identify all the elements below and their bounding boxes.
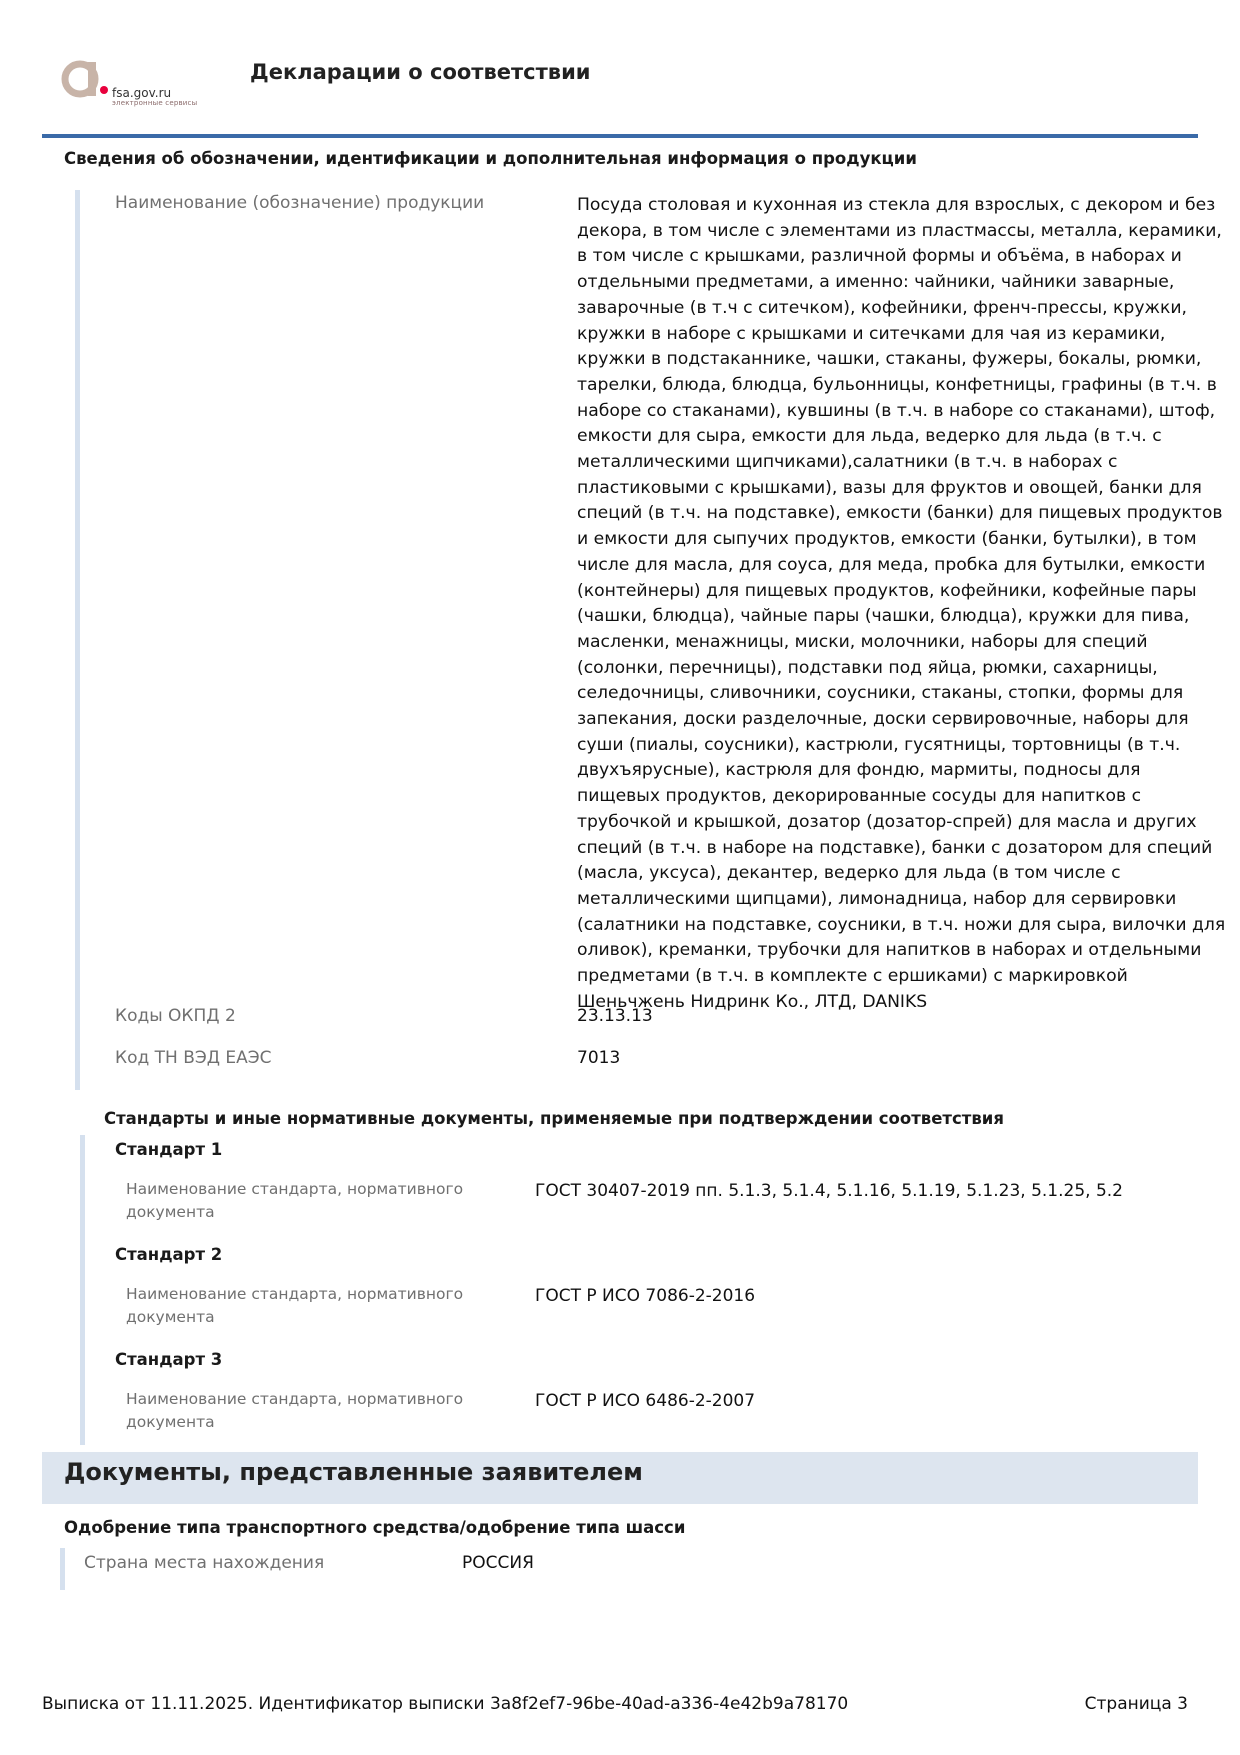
page-title: Декларации о соответствии (250, 60, 591, 84)
logo-subtext: электронные сервисы (112, 99, 198, 107)
standard-3-label: Наименование стандарта, нормативного документа (126, 1390, 464, 1431)
country-value: РОССИЯ (462, 1553, 534, 1573)
standards-bar (80, 1135, 85, 1445)
product-name-value: Посуда столовая и кухонная из стекла для взрослых, с декором и без декора, в том числе с элементами из пластмассы, металла, керамики, в том числе с крышками, различной формы и объёма, в наборах и отдельными предметами, а именно: чайники, чайники заварные, заварочные (в т.ч с ситечком), кофейники, френч-прессы, кружки, кружки в наборе с крышками и ситечками для чая из керамики, кружки в подстаканнике, чашки, стаканы, фужеры, бокалы, рюмки, тарелки, блюда, блюдца, бульонницы, конфетницы, графины (в т.ч. в наборе со стаканами), кувшины (в т.ч. в наборе со стаканами), штоф, емкости для сыра, емкости для льда, ведерко для льда (в т.ч. с металлическими щипчиками),салатники (в т.ч. в наборах с пластиковыми с крышками), вазы для фруктов и овощей, банки для специй (в т.ч. на подставке), емкости (банки) для пищевых продуктов и емкости для сыпучих продуктов, емкости (банки, бутылки), в том числе для масла, для соуса, для меда, пробка для бутылки, емкости (контейнеры) для пищевых продуктов, кофейники, кофейные пары (чашки, блюдца), чайные пары (чашки, блюдца), кружки для пива, масленки, менажницы, миски, молочники, наборы для специй (солонки, перечницы), подставки под яйца, рюмки, сахарницы, селедочницы, сливочники, соусники, стаканы, стопки, формы для запекания, доски разделочные, доски сервировочные, наборы для суши (пиалы, соусники), кастрюли, гусятницы, тортовницы (в т.ч. двухъярусные), кастрюля для фондю, мармиты, подносы для пищевых продуктов, декорированные сосуды для напитков с трубочкой и крышкой, дозатор (дозатор-спрей) для масла и других специй (в т.ч. в наборе на подставке), банки с дозатором для специй (масла, уксуса), декантер, ведерко для льда (в том числе с металлическими щипцами), лимонадница, набор для сервировки (салатники на подставке, соусники, в т.ч. ножи для сыра, вилочки для оливок), креманки, трубочки для напитков в наборах и отдельными предметами (в т.ч. в комплекте с ершиками) с маркировкой Шеньчжень Нидринк Ко., ЛТД, DANIKS (577, 195, 1226, 1012)
footer-page-number: Страница 3 (1084, 1694, 1188, 1714)
logo-dot-icon (100, 86, 108, 94)
standard-2-title: Стандарт 2 (115, 1245, 223, 1264)
documents-section-title: Документы, представленные заявителем (64, 1458, 643, 1486)
product-section-bar (75, 190, 80, 1090)
standard-2-value: ГОСТ Р ИСО 7086-2-2016 (535, 1286, 756, 1306)
logo-text: fsa.gov.ru (112, 86, 172, 100)
standard-1-label: Наименование стандарта, нормативного документа (126, 1180, 464, 1221)
country-label: Страна места нахождения (84, 1553, 325, 1573)
standard-1-value: ГОСТ 30407-2019 пп. 5.1.3, 5.1.4, 5.1.16, 5.1.19, 5.1.23, 5.1.25, 5.2 (535, 1181, 1124, 1201)
product-section-title: Сведения об обозначении, идентификации и дополнительная информация о продукции (64, 149, 917, 168)
documents-bar (60, 1548, 65, 1590)
okpd-value: 23.13.13 (577, 1006, 653, 1026)
tnved-label: Код ТН ВЭД ЕАЭС (115, 1048, 272, 1068)
standards-title: Стандарты и иные нормативные документы, применяемые при подтверждении соответствия (104, 1109, 1004, 1128)
product-name-label: Наименование (обозначение) продукции (115, 193, 485, 213)
standard-1-title: Стандарт 1 (115, 1140, 223, 1159)
vehicle-approval-title: Одобрение типа транспортного средства/одобрение типа шасси (64, 1518, 686, 1537)
footer-extract: Выписка от 11.11.2025. Идентификатор выписки 3a8f2ef7-96be-40ad-a336-4e42b9a78170 (42, 1694, 849, 1714)
standard-3-title: Стандарт 3 (115, 1350, 223, 1369)
standard-3-value: ГОСТ Р ИСО 6486-2-2007 (535, 1391, 756, 1411)
standard-2-label: Наименование стандарта, нормативного документа (126, 1285, 464, 1326)
header-divider (42, 134, 1198, 138)
tnved-value: 7013 (577, 1048, 621, 1068)
okpd-label: Коды ОКПД 2 (115, 1006, 236, 1026)
